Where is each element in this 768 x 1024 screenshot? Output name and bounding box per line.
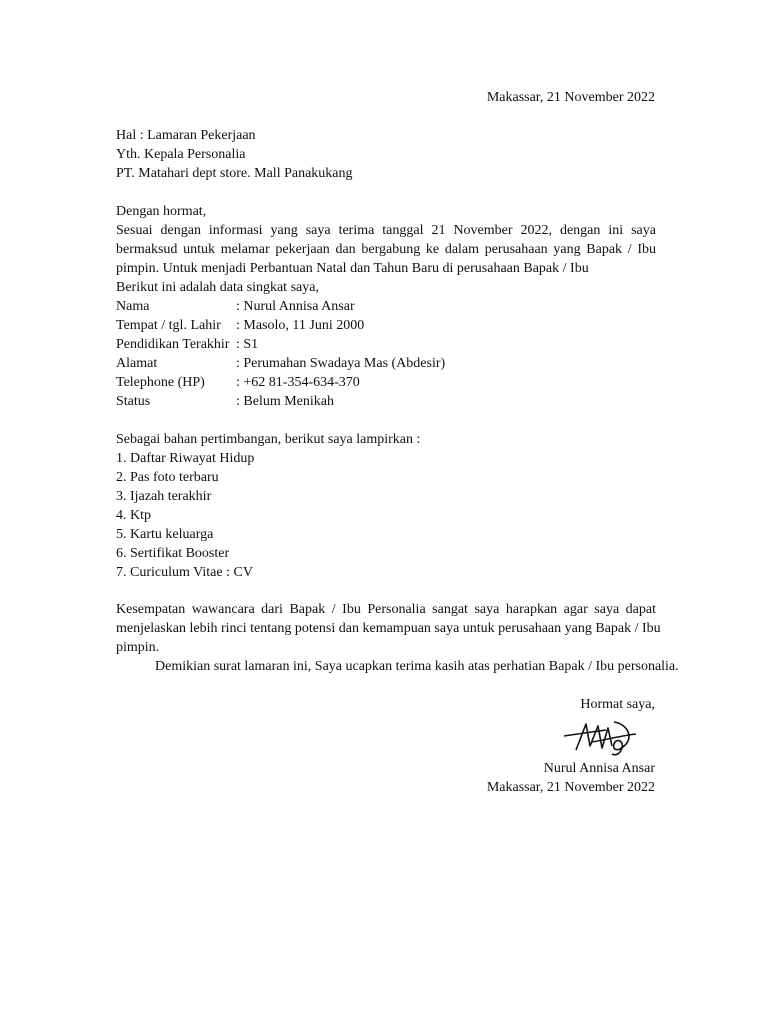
- signature-image: [562, 716, 638, 756]
- field-value-education: : S1: [236, 337, 259, 352]
- field-value-status: : Belum Menikah: [236, 394, 334, 409]
- attachment-item: 6. Sertifikat Booster: [116, 546, 230, 561]
- closing-line: pimpin.: [116, 640, 160, 655]
- signature-salutation: Hormat saya,: [580, 697, 655, 712]
- field-value-birth: : Masolo, 11 Juni 2000: [236, 318, 365, 333]
- intro-line: pimpin. Untuk menjadi Perbantuan Natal dan Tahun Baru di perusahaan Bapak / Ibu: [116, 261, 589, 276]
- signature-place-date: Makassar, 21 November 2022: [486, 780, 655, 795]
- attachment-item: 4. Ktp: [116, 508, 151, 523]
- attachment-item: 7. Curiculum Vitae : CV: [116, 565, 253, 580]
- letter-subject: Hal : Lamaran Pekerjaan: [116, 128, 256, 143]
- field-label-address: Alamat: [116, 356, 158, 371]
- letter-recipient: Yth. Kepala Personalia: [116, 147, 246, 162]
- field-value-name: : Nurul Annisa Ansar: [236, 299, 355, 314]
- signature-name: Nurul Annisa Ansar: [543, 761, 655, 776]
- thanks-line: Demikian surat lamaran ini, Saya ucapkan terima kasih atas perhatian Bapak / Ibu personalia.: [155, 659, 679, 674]
- recipient-company: PT. Matahari dept store. Mall Panakukang: [116, 166, 353, 181]
- attachment-item: 3. Ijazah terakhir: [116, 489, 212, 504]
- attachments-intro: Sebagai bahan pertimbangan, berikut saya lampirkan :: [116, 432, 421, 447]
- data-intro: Berikut ini adalah data singkat saya,: [116, 280, 319, 295]
- attachment-item: 5. Kartu keluarga: [116, 527, 214, 542]
- intro-line: bermaksud untuk melamar pekerjaan dan bergabung ke dalam perusahaan yang Bapak / Ibu: [116, 242, 656, 257]
- intro-line: Sesuai dengan informasi yang saya terima tanggal 21 November 2022, dengan ini saya: [116, 223, 656, 238]
- attachment-item: 2. Pas foto terbaru: [116, 470, 219, 485]
- field-label-education: Pendidikan Terakhir: [116, 337, 230, 352]
- header-place-date: Makassar, 21 November 2022: [486, 90, 655, 105]
- closing-line: Kesempatan wawancara dari Bapak / Ibu Personalia sangat saya harapkan agar saya dapat: [116, 602, 656, 617]
- greeting: Dengan hormat,: [116, 204, 207, 219]
- field-label-name: Nama: [116, 299, 150, 314]
- field-label-birth: Tempat / tgl. Lahir: [116, 318, 221, 333]
- field-label-phone: Telephone (HP): [116, 375, 205, 390]
- attachment-item: 1. Daftar Riwayat Hidup: [116, 451, 255, 466]
- field-value-phone: : +62 81-354-634-370: [236, 375, 360, 390]
- field-label-status: Status: [116, 394, 151, 409]
- closing-line: menjelaskan lebih rinci tentang potensi dan kemampuan saya untuk perusahaan yang Bapak / Ibu: [116, 621, 661, 636]
- field-value-address: : Perumahan Swadaya Mas (Abdesir): [236, 356, 446, 371]
